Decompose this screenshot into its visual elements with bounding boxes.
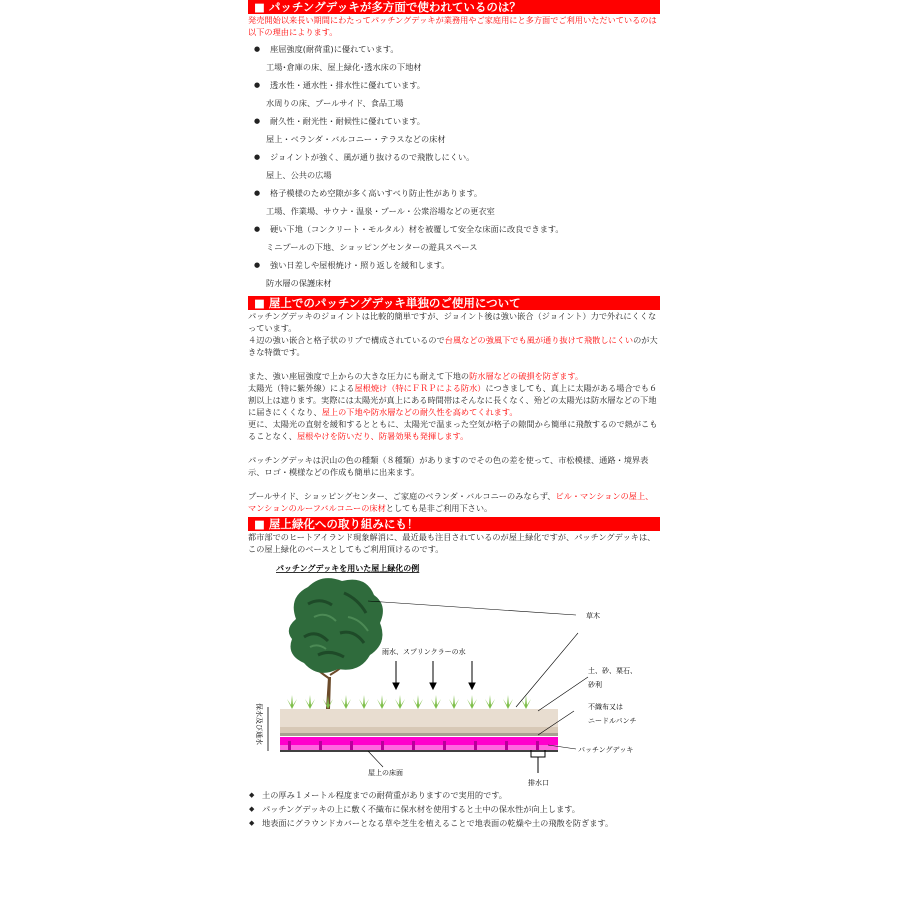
grass-sprout-icon	[449, 695, 459, 709]
greening-diagram	[248, 559, 660, 789]
grass-sprout-icon	[395, 695, 405, 709]
grass-sprout-icon	[377, 695, 387, 709]
label-soil-2: 砂利	[588, 681, 602, 689]
feature-item: ● 格子模様のため空隙が多く高いすべり防止性があります。 工場、作業場、サウナ・温泉・プール・公衆浴場などの更衣室	[248, 184, 660, 220]
deck-rib	[505, 741, 508, 750]
deck-rib	[443, 741, 446, 750]
label-soil: 土、砂、栗石、	[588, 667, 637, 675]
label-floor: 屋上の床面	[368, 769, 403, 777]
tree-icon	[289, 578, 383, 719]
grass-sprout-icon	[467, 695, 477, 709]
grass-sprouts	[287, 695, 531, 709]
feature-list	[248, 40, 660, 292]
grass-sprout-icon	[521, 695, 531, 709]
content-column	[248, 0, 660, 829]
label-water: 雨水、スプリンクラーの水	[382, 648, 466, 656]
feature-item: ● 透水性・通水性・排水性に優れています。 水周りの床、プールサイド、食品工場	[248, 76, 660, 112]
label-fabric: 不織布又は	[588, 703, 623, 711]
paragraph: ４辺の強い嵌合と格子状のリブで構成されているので台風などの強風下でも風が通り抜けて飛散しにくいのが大きな特徴です。	[248, 335, 658, 357]
feature-item: ● 座屈強度(耐荷重)に優れています。 工場･倉庫の床、屋上緑化･透水床の下地材	[248, 40, 660, 76]
deck-rib	[350, 741, 353, 750]
grass-sprout-icon	[305, 695, 315, 709]
paragraph: パッチングデッキのジョイントは比較的簡単ですが、ジョイント後は強い嵌合（ジョイント）力で外れにくくなっています。	[248, 311, 657, 333]
paragraph: 太陽光（特に紫外線）による屋根焼け（特にＦＲＰによる防水）につきましても、真上に太陽がある場合でも６割以上は遮ります。実際には太陽光が真上にある時間帯はそんなに長くなく、殆どの太陽光は防水層などの下地に届きにくくなり、屋上の下地や防水層などの耐久性を高めてくれます。	[248, 383, 658, 417]
feature-item: ● 硬い下地（コンクリート・モルタル）材を被覆して安全な床面に改良できます。 ミニプールの下地、ショッピングセンターの遊具スペース	[248, 220, 660, 256]
grass-sprout-icon	[485, 695, 495, 709]
feature-item: ● 強い日差しや屋根焼け・照り返しを緩和します。 防水層の保護床材	[248, 256, 660, 292]
paragraph: パッチングデッキは沢山の色の種類（８種類）がありますのでその色の差を使って、市松模様、通路・境界表示、ロゴ・模様などの作成も簡単に出来ます。	[248, 455, 649, 477]
feature-item: ● 耐久性・耐光性・耐候性に優れています。 屋上・ベランダ・バルコニー・テラスなどの床材	[248, 112, 660, 148]
paragraph: 都市部でのヒートアイランド現象解消に、最近最も注目されているのが屋上緑化ですが、パッチングデッキは、この屋上緑化のベースとしてもご利用頂けるのです。	[248, 532, 656, 554]
diagram-title: パッチングデッキを用いた屋上緑化の例	[276, 564, 420, 573]
grass-sprout-icon	[323, 695, 333, 709]
grass-sprout-icon	[431, 695, 441, 709]
bullet-item: ◆ 地表面にグラウンドカバーとなる草や芝生を植えることで地表面の乾燥や土の飛散を防ぎます。	[248, 817, 660, 829]
grass-sprout-icon	[503, 695, 513, 709]
section-heading-rooftop: ■ 屋上でのパッチングデッキ単独のご使用について	[248, 296, 660, 310]
paragraph: 更に、太陽光の直射を緩和するとともに、太陽光で温まった空気が格子の隙間から簡単に飛散するので熱がこもることなく、屋根やけを防いだり、防暑効果も発揮します。	[248, 419, 658, 441]
bullet-item: ◆ パッチングデッキの上に敷く不織布に保水材を使用すると土中の保水性が向上します。	[248, 803, 660, 815]
deck-rib	[474, 741, 477, 750]
deck-rib	[288, 741, 291, 750]
grass-sprout-icon	[359, 695, 369, 709]
paragraph: また、強い座屈強度で上からの大きな圧力にも耐えて下地の防水層などの破損を防ぎます。	[248, 371, 584, 381]
bullet-item: ◆ 土の厚み１メートル程度までの耐荷重がありますので実用的です。	[248, 789, 660, 801]
grass-sprout-icon	[413, 695, 423, 709]
deck-rib	[319, 741, 322, 750]
deck-rib	[381, 741, 384, 750]
label-drain: 排水口	[528, 779, 549, 787]
deck-rib	[536, 741, 539, 750]
label-grass: 草木	[586, 612, 600, 620]
label-vertical: 保水及び通水	[255, 703, 263, 745]
paragraph: プールサイド、ショッピングセンター、ご家庭のベランダ・バルコニーのみならず、ビル・マンションの屋上、マンションのルーフバルコニーの床材としても是非ご利用下さい。	[248, 491, 654, 513]
grass-sprout-icon	[341, 695, 351, 709]
section-heading-greening: ■ 屋上緑化への取り組みにも！	[248, 517, 660, 531]
feature-item: ● ジョイントが強く、風が通り抜けるので飛散しにくい。 屋上、公共の広場	[248, 148, 660, 184]
water-arrows	[393, 661, 475, 689]
label-fabric-2: ニードルパンチ	[588, 717, 637, 725]
grass-sprout-icon	[287, 695, 297, 709]
section1-intro: 発売開始以来長い期間にわたってパッチングデッキが業務用やご家庭用にと多方面でご利用いただいているのは以下の理由によります。	[248, 15, 657, 37]
deck-rib	[412, 741, 415, 750]
section-heading-uses: ■ パッチングデッキが多方面で使われているのは？	[248, 0, 660, 14]
label-deck: パッチングデッキ	[578, 746, 634, 754]
